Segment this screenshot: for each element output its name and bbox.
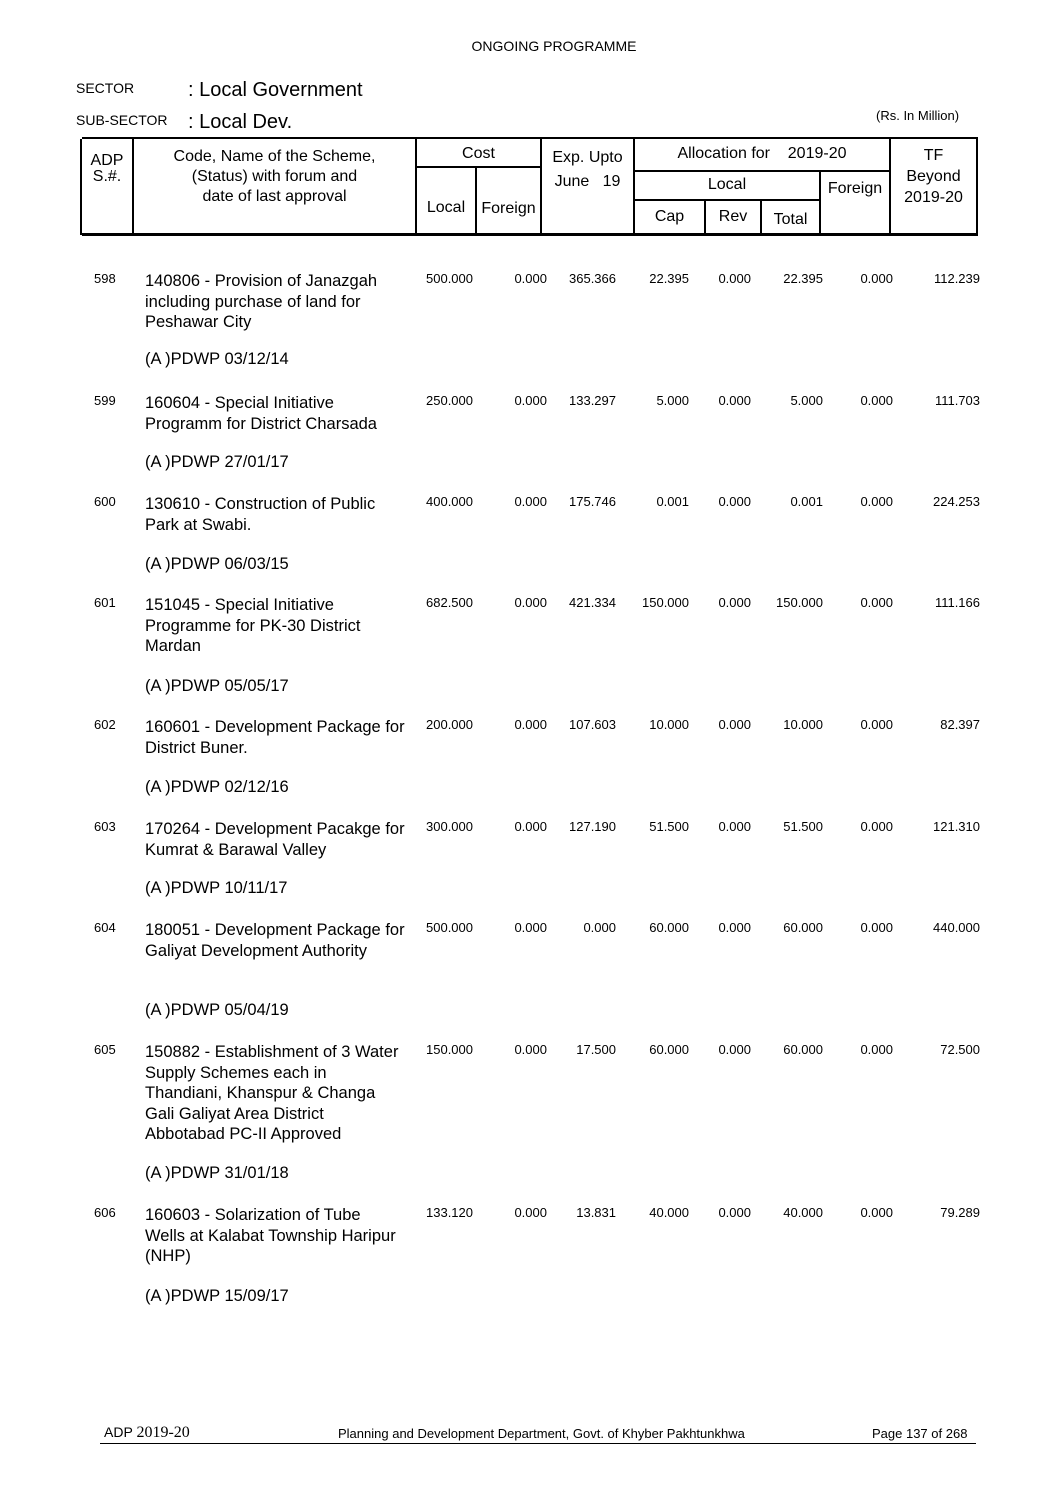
row-exp: 175.746	[569, 494, 616, 509]
row-cost-foreign: 0.000	[514, 819, 547, 834]
row-cost-local: 300.000	[426, 819, 473, 834]
row-cost-foreign: 0.000	[514, 717, 547, 732]
row-approval: (A )PDWP 05/05/17	[145, 677, 289, 695]
row-cost-local: 200.000	[426, 717, 473, 732]
row-approval: (A )PDWP 10/11/17	[145, 879, 288, 897]
row-cost-local: 500.000	[426, 271, 473, 286]
header-alloc-foreign: Foreign	[827, 180, 883, 197]
row-foreign: 0.000	[860, 271, 893, 286]
row-sno: 606	[94, 1205, 116, 1220]
row-exp: 421.334	[569, 595, 616, 610]
row-rev: 0.000	[718, 1042, 751, 1057]
row-exp: 13.831	[576, 1205, 616, 1220]
row-cap: 150.000	[642, 595, 689, 610]
row-rev: 0.000	[718, 1205, 751, 1220]
subsector-value: : Local Dev.	[188, 111, 293, 133]
footer-adp-year: 2019-20	[136, 1424, 190, 1441]
row-approval: (A )PDWP 05/04/19	[145, 1001, 289, 1019]
row-approval: (A )PDWP 15/09/17	[145, 1287, 289, 1305]
row-cost-foreign: 0.000	[514, 1205, 547, 1220]
row-cost-local: 133.120	[426, 1205, 473, 1220]
row-scheme-name: 160603 - Solarization of Tube Wells at Kalabat Township Haripur (NHP)	[145, 1206, 396, 1265]
row-rev: 0.000	[718, 717, 751, 732]
header-tf-beyond: Beyond	[906, 168, 961, 185]
row-cap: 22.395	[649, 271, 689, 286]
row-sno: 599	[94, 393, 116, 408]
row-cap: 5.000	[656, 393, 689, 408]
row-rev: 0.000	[718, 920, 751, 935]
row-rev: 0.000	[718, 494, 751, 509]
row-exp: 17.500	[576, 1042, 616, 1057]
row-total: 150.000	[776, 595, 823, 610]
row-sno: 602	[94, 717, 116, 732]
footer-adp	[104, 1424, 190, 1442]
footer-page-number: Page 137 of 268	[872, 1426, 968, 1441]
footer-divider	[100, 1443, 976, 1444]
row-foreign: 0.000	[860, 1042, 893, 1057]
row-total: 10.000	[783, 717, 823, 732]
page-title: ONGOING PROGRAMME	[471, 38, 637, 54]
unit-note: (Rs. In Million)	[876, 108, 960, 123]
row-total: 22.395	[783, 271, 823, 286]
row-cost-local: 400.000	[426, 494, 473, 509]
header-tf: TF	[923, 147, 944, 164]
row-scheme-name: 160601 - Development Package for District Buner.	[145, 718, 405, 757]
header-adp: ADP	[90, 152, 124, 169]
row-sno: 603	[94, 819, 116, 834]
row-cost-local: 682.500	[426, 595, 473, 610]
row-tf: 111.703	[934, 393, 980, 408]
row-tf: 440.000	[933, 920, 980, 935]
row-rev: 0.000	[718, 819, 751, 834]
row-sno: 604	[94, 920, 116, 935]
row-cost-foreign: 0.000	[514, 920, 547, 935]
row-cap: 0.001	[656, 494, 689, 509]
row-foreign: 0.000	[860, 819, 893, 834]
row-scheme-name: 160604 - Special Initiative Programm for District Charsada	[145, 394, 377, 433]
row-scheme-name: 170264 - Development Pacakge for Kumrat & Barawal Valley	[145, 820, 405, 859]
row-cost-local: 150.000	[426, 1042, 473, 1057]
row-foreign: 0.000	[860, 595, 893, 610]
row-cost-foreign: 0.000	[514, 1042, 547, 1057]
row-tf: 112.239	[933, 271, 980, 286]
row-cost-foreign: 0.000	[514, 393, 547, 408]
footer-adp-label: ADP	[104, 1424, 133, 1440]
row-cap: 40.000	[649, 1205, 689, 1220]
header-cost-foreign: Foreign	[481, 200, 536, 217]
row-scheme-name: 150882 - Establishment of 3 Water Supply Schemes each in Thandiani, Khanspur & Changa Gali Galiyat Area District Abbotabad PC-II Approved	[145, 1043, 399, 1143]
header-exp-1: Exp. Upto	[552, 149, 623, 166]
header-cost: Cost	[462, 145, 495, 162]
row-cost-foreign: 0.000	[514, 494, 547, 509]
row-tf: 111.166	[934, 595, 980, 610]
row-tf: 79.289	[940, 1205, 980, 1220]
row-rev: 0.000	[718, 271, 751, 286]
row-sno: 600	[94, 494, 116, 509]
row-total: 51.500	[783, 819, 823, 834]
header-scheme-2: (Status) with forum and	[191, 168, 358, 185]
row-total: 0.001	[790, 494, 823, 509]
footer-department: Planning and Development Department, Govt. of Khyber Pakhtunkhwa	[338, 1426, 745, 1441]
row-rev: 0.000	[718, 393, 751, 408]
row-foreign: 0.000	[860, 920, 893, 935]
sector-label: SECTOR	[76, 80, 135, 96]
row-sno: 605	[94, 1042, 116, 1057]
row-approval: (A )PDWP 27/01/17	[145, 453, 289, 471]
row-cap: 51.500	[649, 819, 689, 834]
row-foreign: 0.000	[860, 1205, 893, 1220]
table-header	[82, 137, 978, 236]
row-cap: 60.000	[649, 920, 689, 935]
header-allocation: Allocation for 2019-20	[677, 145, 847, 162]
row-total: 40.000	[783, 1205, 823, 1220]
header-scheme-3: date of last approval	[202, 188, 347, 205]
row-exp: 133.297	[569, 393, 616, 408]
row-exp: 0.000	[583, 920, 616, 935]
header-sno: S.#.	[92, 168, 122, 185]
row-approval: (A )PDWP 02/12/16	[145, 778, 289, 796]
header-scheme-1: Code, Name of the Scheme,	[173, 148, 376, 165]
row-tf: 72.500	[940, 1042, 980, 1057]
row-cost-foreign: 0.000	[514, 595, 547, 610]
sector-value: : Local Government	[188, 79, 363, 101]
row-cap: 60.000	[649, 1042, 689, 1057]
row-tf: 121.310	[933, 819, 980, 834]
row-tf: 82.397	[940, 717, 980, 732]
row-scheme-name: 130610 - Construction of Public Park at Swabi.	[145, 495, 376, 534]
header-alloc-local: Local	[707, 176, 747, 193]
header-cap: Cap	[654, 208, 685, 225]
subsector-label: SUB-SECTOR	[76, 112, 168, 128]
row-approval: (A )PDWP 03/12/14	[145, 350, 289, 368]
header-total: Total	[773, 211, 808, 228]
row-exp: 107.603	[569, 717, 616, 732]
header-tf-year: 2019-20	[904, 189, 963, 206]
row-exp: 365.366	[569, 271, 616, 286]
row-cost-local: 500.000	[426, 920, 473, 935]
row-sno: 598	[94, 271, 116, 286]
row-sno: 601	[94, 595, 116, 610]
header-rev: Rev	[718, 208, 748, 225]
header-cost-local: Local	[426, 199, 466, 216]
row-approval: (A )PDWP 31/01/18	[145, 1164, 289, 1182]
row-total: 5.000	[790, 393, 823, 408]
row-scheme-name: 151045 - Special Initiative Programme for PK-30 District Mardan	[145, 596, 361, 655]
row-approval: (A )PDWP 06/03/15	[145, 555, 289, 573]
row-cap: 10.000	[649, 717, 689, 732]
row-tf: 224.253	[933, 494, 980, 509]
row-foreign: 0.000	[860, 717, 893, 732]
row-cost-local: 250.000	[426, 393, 473, 408]
row-cost-foreign: 0.000	[514, 271, 547, 286]
row-scheme-name: 140806 - Provision of Janazgah including purchase of land for Peshawar City	[145, 272, 378, 331]
header-exp-2: June 19	[554, 173, 621, 190]
row-total: 60.000	[783, 1042, 823, 1057]
row-foreign: 0.000	[860, 393, 893, 408]
row-exp: 127.190	[569, 819, 616, 834]
row-total: 60.000	[783, 920, 823, 935]
row-scheme-name: 180051 - Development Package for Galiyat Development Authority	[145, 921, 405, 960]
row-rev: 0.000	[718, 595, 751, 610]
row-foreign: 0.000	[860, 494, 893, 509]
